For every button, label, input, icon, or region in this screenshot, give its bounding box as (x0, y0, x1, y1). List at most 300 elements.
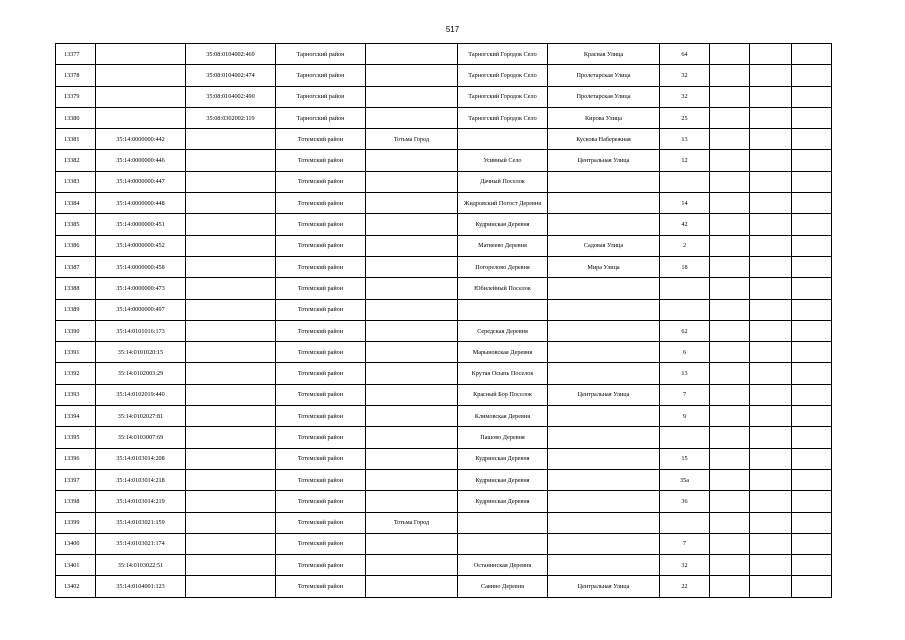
cell-settlement: Погорелово Деревня (458, 256, 548, 277)
cell-settlement: Тарногский Городок Село (458, 86, 548, 107)
table-row (56, 576, 832, 597)
cell-house-number: 2 (660, 235, 710, 256)
cell-district: Тарногский район (276, 107, 366, 128)
cell-house-number: 7 (660, 533, 710, 554)
cell-cadastral-number-alt: 35:08:0104002:474 (186, 65, 276, 86)
cell-house-number: 32 (660, 86, 710, 107)
cell-extra-2 (750, 129, 792, 150)
table-row (56, 107, 832, 128)
cell-cadastral-number-alt (186, 299, 276, 320)
cell-record-number: 13402 (56, 576, 96, 597)
cell-street: Кускова Набережная (548, 129, 660, 150)
cell-record-number: 13385 (56, 214, 96, 235)
cell-cadastral-number-alt (186, 214, 276, 235)
cell-extra-3 (792, 278, 832, 299)
cell-extra-3 (792, 150, 832, 171)
cell-cadastral-number-alt (186, 342, 276, 363)
cell-extra-1 (710, 448, 750, 469)
table-row (56, 469, 832, 490)
cell-house-number: 25 (660, 107, 710, 128)
cell-street: Пролетарская Улица (548, 65, 660, 86)
cell-extra-3 (792, 171, 832, 192)
cell-street: Центральная Улица (548, 150, 660, 171)
cell-settlement: Юбилейный Поселок (458, 278, 548, 299)
cell-street: Мира Улица (548, 256, 660, 277)
cell-district: Тотемский район (276, 171, 366, 192)
cell-cadastral-number-alt (186, 448, 276, 469)
cell-district: Тотемский район (276, 448, 366, 469)
cell-extra-1 (710, 235, 750, 256)
cell-extra-2 (750, 406, 792, 427)
cell-extra-3 (792, 363, 832, 384)
cell-house-number (660, 278, 710, 299)
cell-street (548, 171, 660, 192)
cell-city: Тотьма Город (366, 129, 458, 150)
cell-street (548, 278, 660, 299)
cell-city (366, 193, 458, 214)
cell-cadastral-number: 35:14:0000000:442 (96, 129, 186, 150)
cell-extra-3 (792, 65, 832, 86)
cell-record-number: 13380 (56, 107, 96, 128)
cell-district: Тотемский район (276, 150, 366, 171)
cell-settlement: Середская Деревня (458, 320, 548, 341)
cell-district: Тотемский район (276, 555, 366, 576)
cell-house-number (660, 299, 710, 320)
cell-extra-2 (750, 171, 792, 192)
cell-cadastral-number-alt (186, 193, 276, 214)
table-row (56, 342, 832, 363)
cell-settlement: Тарногский Городок Село (458, 107, 548, 128)
cell-settlement: Дачный Поселок (458, 171, 548, 192)
cell-house-number (660, 427, 710, 448)
cell-extra-2 (750, 342, 792, 363)
cell-house-number: 14 (660, 193, 710, 214)
cell-settlement (458, 512, 548, 533)
cell-extra-2 (750, 512, 792, 533)
cell-district: Тотемский район (276, 427, 366, 448)
cell-district: Тотемский район (276, 384, 366, 405)
cell-settlement (458, 129, 548, 150)
cell-cadastral-number: 35:14:0000000:452 (96, 235, 186, 256)
cell-extra-2 (750, 320, 792, 341)
cell-extra-2 (750, 44, 792, 65)
table-row (56, 44, 832, 65)
cell-cadastral-number: 35:14:0102003:29 (96, 363, 186, 384)
cell-settlement: Тарногский Городок Село (458, 44, 548, 65)
cell-cadastral-number: 35:14:0000000:446 (96, 150, 186, 171)
cell-district: Тотемский район (276, 491, 366, 512)
cell-cadastral-number-alt (186, 235, 276, 256)
table-row (56, 448, 832, 469)
cell-district: Тарногский район (276, 44, 366, 65)
cell-extra-1 (710, 363, 750, 384)
cell-cadastral-number-alt (186, 256, 276, 277)
cell-extra-2 (750, 448, 792, 469)
cell-extra-3 (792, 576, 832, 597)
cell-record-number: 13387 (56, 256, 96, 277)
cell-extra-2 (750, 427, 792, 448)
cell-district: Тотемский район (276, 129, 366, 150)
cell-cadastral-number-alt (186, 129, 276, 150)
cell-record-number: 13390 (56, 320, 96, 341)
cell-city (366, 384, 458, 405)
cell-house-number: 18 (660, 256, 710, 277)
cell-city (366, 150, 458, 171)
cell-cadastral-number: 35:14:0000000:473 (96, 278, 186, 299)
cell-record-number: 13394 (56, 406, 96, 427)
table-row (56, 150, 832, 171)
cell-cadastral-number: 35:14:0103022:51 (96, 555, 186, 576)
cell-extra-1 (710, 299, 750, 320)
cell-extra-2 (750, 150, 792, 171)
cell-street (548, 299, 660, 320)
cell-cadastral-number-alt (186, 363, 276, 384)
cell-street: Красная Улица (548, 44, 660, 65)
cell-street (548, 491, 660, 512)
cell-city (366, 278, 458, 299)
cell-city (366, 320, 458, 341)
cell-district: Тотемский район (276, 299, 366, 320)
cell-extra-1 (710, 576, 750, 597)
cell-cadastral-number (96, 86, 186, 107)
cell-house-number: 32 (660, 555, 710, 576)
cell-cadastral-number: 35:14:0102027:81 (96, 406, 186, 427)
cell-city: Тотьма Город (366, 512, 458, 533)
cell-cadastral-number-alt (186, 555, 276, 576)
cell-cadastral-number-alt (186, 171, 276, 192)
cell-extra-2 (750, 214, 792, 235)
cell-district: Тотемский район (276, 235, 366, 256)
cell-extra-1 (710, 427, 750, 448)
cell-street: Центральная Улица (548, 384, 660, 405)
table-row (56, 427, 832, 448)
cell-street: Центральная Улица (548, 576, 660, 597)
table-row (56, 299, 832, 320)
cell-city (366, 44, 458, 65)
cell-street (548, 342, 660, 363)
cell-city (366, 576, 458, 597)
cell-cadastral-number: 35:14:0104001:123 (96, 576, 186, 597)
cell-street: Садовая Улица (548, 235, 660, 256)
cell-extra-2 (750, 363, 792, 384)
cell-cadastral-number: 35:14:0103014:218 (96, 469, 186, 490)
registry-rows (56, 44, 832, 598)
cell-cadastral-number-alt (186, 533, 276, 554)
cell-city (366, 299, 458, 320)
cell-cadastral-number: 35:14:0103014:208 (96, 448, 186, 469)
cell-cadastral-number-alt (186, 406, 276, 427)
table-row (56, 384, 832, 405)
cell-extra-2 (750, 278, 792, 299)
cell-house-number: 32 (660, 65, 710, 86)
cell-cadastral-number: 35:14:0103007:69 (96, 427, 186, 448)
cell-street (548, 469, 660, 490)
cell-extra-3 (792, 235, 832, 256)
cell-settlement: Климовская Деревня (458, 406, 548, 427)
cell-extra-3 (792, 320, 832, 341)
cell-extra-1 (710, 65, 750, 86)
cell-extra-3 (792, 384, 832, 405)
cell-district: Тотемский район (276, 533, 366, 554)
cell-cadastral-number-alt (186, 576, 276, 597)
table-row (56, 171, 832, 192)
cell-settlement: Марыновская Деревня (458, 342, 548, 363)
cell-extra-2 (750, 555, 792, 576)
cell-extra-1 (710, 86, 750, 107)
cell-city (366, 427, 458, 448)
cell-district: Тотемский район (276, 512, 366, 533)
cell-extra-3 (792, 299, 832, 320)
registry-table (55, 43, 832, 598)
cell-extra-1 (710, 107, 750, 128)
table-row (56, 86, 832, 107)
cell-house-number: 15 (660, 448, 710, 469)
cell-house-number: 35а (660, 469, 710, 490)
cell-settlement: Жидровский Погост Деревня (458, 193, 548, 214)
cell-extra-2 (750, 491, 792, 512)
cell-city (366, 342, 458, 363)
cell-house-number: 42 (660, 214, 710, 235)
cell-cadastral-number: 35:14:0000000:448 (96, 193, 186, 214)
cell-house-number: 6 (660, 342, 710, 363)
cell-district: Тотемский район (276, 406, 366, 427)
cell-extra-1 (710, 129, 750, 150)
cell-house-number: 36 (660, 491, 710, 512)
cell-extra-1 (710, 278, 750, 299)
cell-record-number: 13388 (56, 278, 96, 299)
cell-extra-1 (710, 555, 750, 576)
cell-city (366, 491, 458, 512)
cell-cadastral-number-alt (186, 278, 276, 299)
cell-settlement: Кудринская Деревня (458, 214, 548, 235)
cell-record-number: 13379 (56, 86, 96, 107)
cell-district: Тарногский район (276, 65, 366, 86)
cell-extra-1 (710, 44, 750, 65)
cell-record-number: 13398 (56, 491, 96, 512)
cell-record-number: 13389 (56, 299, 96, 320)
cell-cadastral-number-alt (186, 491, 276, 512)
cell-cadastral-number: 35:14:0000000:458 (96, 256, 186, 277)
cell-settlement: Тарногский Городок Село (458, 65, 548, 86)
cell-record-number: 13382 (56, 150, 96, 171)
table-row (56, 65, 832, 86)
cell-district: Тотемский район (276, 576, 366, 597)
table-row (56, 214, 832, 235)
cell-street (548, 448, 660, 469)
cell-extra-1 (710, 150, 750, 171)
table-row (56, 129, 832, 150)
cell-extra-2 (750, 193, 792, 214)
table-row (56, 555, 832, 576)
cell-cadastral-number: 35:14:0102019:440 (96, 384, 186, 405)
cell-cadastral-number: 35:14:0000000:451 (96, 214, 186, 235)
cell-district: Тотемский район (276, 320, 366, 341)
cell-extra-2 (750, 533, 792, 554)
cell-record-number: 13400 (56, 533, 96, 554)
cell-city (366, 171, 458, 192)
cell-extra-3 (792, 214, 832, 235)
table-row (56, 491, 832, 512)
cell-extra-2 (750, 576, 792, 597)
cell-cadastral-number: 35:14:0000000:447 (96, 171, 186, 192)
cell-record-number: 13401 (56, 555, 96, 576)
cell-cadastral-number-alt (186, 512, 276, 533)
cell-street (548, 214, 660, 235)
cell-record-number: 13383 (56, 171, 96, 192)
cell-record-number: 13377 (56, 44, 96, 65)
cell-city (366, 65, 458, 86)
cell-city (366, 214, 458, 235)
cell-house-number: 62 (660, 320, 710, 341)
cell-extra-1 (710, 406, 750, 427)
cell-cadastral-number: 35:14:0103014:219 (96, 491, 186, 512)
cell-settlement: Красный Бор Поселок (458, 384, 548, 405)
cell-street (548, 427, 660, 448)
cell-city (366, 406, 458, 427)
table-row (56, 235, 832, 256)
table-row (56, 363, 832, 384)
cell-extra-3 (792, 533, 832, 554)
cell-city (366, 555, 458, 576)
cell-record-number: 13381 (56, 129, 96, 150)
cell-cadastral-number (96, 44, 186, 65)
page-number: 517 (445, 25, 460, 34)
table-row (56, 193, 832, 214)
cell-extra-2 (750, 65, 792, 86)
cell-house-number: 64 (660, 44, 710, 65)
cell-district: Тотемский район (276, 256, 366, 277)
cell-extra-3 (792, 342, 832, 363)
cell-extra-1 (710, 214, 750, 235)
cell-house-number: 13 (660, 363, 710, 384)
cell-street (548, 555, 660, 576)
cell-settlement: Крутая Осыпь Поселок (458, 363, 548, 384)
cell-settlement: Матвеево Деревня (458, 235, 548, 256)
cell-settlement: Кудринская Деревня (458, 469, 548, 490)
cell-house-number (660, 512, 710, 533)
cell-extra-3 (792, 448, 832, 469)
cell-extra-1 (710, 342, 750, 363)
cell-settlement: Усивный Село (458, 150, 548, 171)
cell-settlement: Кудринская Деревня (458, 491, 548, 512)
cell-cadastral-number (96, 65, 186, 86)
cell-extra-3 (792, 491, 832, 512)
cell-extra-3 (792, 555, 832, 576)
cell-street (548, 512, 660, 533)
cell-record-number: 13378 (56, 65, 96, 86)
cell-record-number: 13397 (56, 469, 96, 490)
cell-house-number: 12 (660, 150, 710, 171)
cell-extra-2 (750, 107, 792, 128)
table-row (56, 512, 832, 533)
cell-city (366, 256, 458, 277)
cell-cadastral-number-alt (186, 384, 276, 405)
cell-extra-3 (792, 427, 832, 448)
cell-extra-2 (750, 256, 792, 277)
cell-extra-1 (710, 256, 750, 277)
table-row (56, 533, 832, 554)
cell-house-number: 9 (660, 406, 710, 427)
cell-extra-3 (792, 44, 832, 65)
cell-record-number: 13391 (56, 342, 96, 363)
cell-cadastral-number-alt (186, 150, 276, 171)
cell-extra-3 (792, 129, 832, 150)
cell-city (366, 469, 458, 490)
cell-extra-1 (710, 384, 750, 405)
table-row (56, 320, 832, 341)
cell-record-number: 13399 (56, 512, 96, 533)
cell-city (366, 107, 458, 128)
cell-extra-1 (710, 533, 750, 554)
cell-district: Тарногский район (276, 86, 366, 107)
cell-extra-2 (750, 299, 792, 320)
cell-record-number: 13386 (56, 235, 96, 256)
cell-street: Пролетарская Улица (548, 86, 660, 107)
cell-cadastral-number-alt (186, 469, 276, 490)
cell-record-number: 13384 (56, 193, 96, 214)
cell-extra-3 (792, 256, 832, 277)
cell-city (366, 86, 458, 107)
cell-extra-3 (792, 469, 832, 490)
cell-settlement: Кудринская Деревня (458, 448, 548, 469)
cell-extra-1 (710, 320, 750, 341)
cell-cadastral-number-alt: 35:08:0104002:490 (186, 86, 276, 107)
cell-city (366, 448, 458, 469)
cell-extra-2 (750, 469, 792, 490)
cell-city (366, 235, 458, 256)
cell-street (548, 363, 660, 384)
cell-cadastral-number-alt (186, 427, 276, 448)
cell-city (366, 533, 458, 554)
cell-cadastral-number: 35:14:0101020:15 (96, 342, 186, 363)
cell-extra-2 (750, 235, 792, 256)
cell-settlement (458, 299, 548, 320)
cell-house-number: 22 (660, 576, 710, 597)
cell-extra-3 (792, 86, 832, 107)
cell-cadastral-number: 35:14:0103021:174 (96, 533, 186, 554)
cell-extra-1 (710, 491, 750, 512)
cell-city (366, 363, 458, 384)
cell-house-number: 7 (660, 384, 710, 405)
cell-house-number (660, 171, 710, 192)
cell-cadastral-number-alt (186, 320, 276, 341)
cell-street (548, 320, 660, 341)
cell-district: Тотемский район (276, 469, 366, 490)
cell-extra-1 (710, 171, 750, 192)
cell-cadastral-number: 35:14:0103021:159 (96, 512, 186, 533)
cell-extra-3 (792, 406, 832, 427)
cell-district: Тотемский район (276, 193, 366, 214)
cell-house-number: 13 (660, 129, 710, 150)
cell-record-number: 13395 (56, 427, 96, 448)
cell-cadastral-number-alt: 35:08:0104002:469 (186, 44, 276, 65)
cell-extra-1 (710, 469, 750, 490)
cell-settlement: Савино Деревня (458, 576, 548, 597)
cell-street: Кирова Улица (548, 107, 660, 128)
cell-settlement (458, 533, 548, 554)
cell-district: Тотемский район (276, 363, 366, 384)
cell-record-number: 13393 (56, 384, 96, 405)
cell-record-number: 13396 (56, 448, 96, 469)
cell-district: Тотемский район (276, 342, 366, 363)
cell-extra-2 (750, 86, 792, 107)
cell-district: Тотемский район (276, 278, 366, 299)
cell-extra-2 (750, 384, 792, 405)
cell-street (548, 193, 660, 214)
cell-cadastral-number: 35:14:0101016:173 (96, 320, 186, 341)
cell-settlement: Пашово Деревня (458, 427, 548, 448)
cell-extra-3 (792, 107, 832, 128)
